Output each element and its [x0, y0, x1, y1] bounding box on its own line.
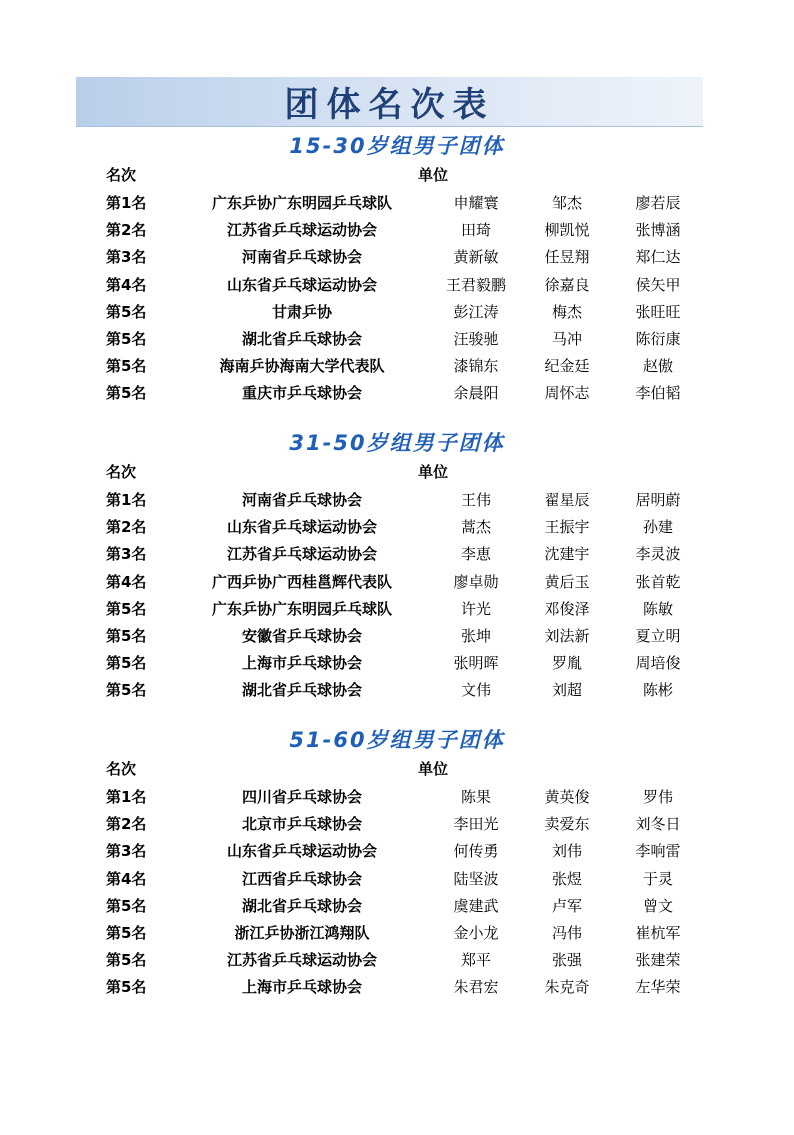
table-row	[0, 571, 794, 598]
player-cell: 金小龙	[453, 924, 499, 942]
player-cell: 翟星辰	[544, 491, 590, 509]
player-cell: 卢军	[551, 896, 582, 915]
rank-cell: 第5名	[106, 924, 147, 942]
player-cell: 陈彬	[642, 681, 673, 700]
player-cell: 张强	[551, 951, 582, 970]
unit-cell: 上海市乒乓球协会	[241, 654, 362, 673]
player-cell: 田琦	[460, 221, 491, 240]
player-cell: 陈衍康	[635, 330, 681, 348]
rank-cell: 第5名	[106, 627, 147, 645]
unit-cell: 广东乒协广东明园乒乓球队	[211, 194, 392, 212]
player-cell: 罗伟	[642, 788, 673, 806]
player-cell: 黄英俊	[544, 788, 590, 806]
rank-cell: 第5名	[106, 681, 147, 700]
section-title: 51-60岁组男子团体	[289, 728, 505, 752]
player-cell: 曾文	[642, 896, 673, 915]
player-cell: 邓俊泽	[544, 599, 590, 618]
player-cell: 黄新敏	[453, 248, 499, 267]
unit-cell: 江苏省乒乓球运动协会	[226, 951, 377, 970]
player-cell: 张坤	[460, 627, 491, 645]
rank-cell: 第2名	[106, 815, 147, 834]
rank-cell: 第4名	[106, 572, 147, 591]
unit-cell: 安徽省乒乓球协会	[241, 627, 362, 645]
table-row	[0, 868, 794, 895]
table-row	[0, 489, 794, 516]
player-cell: 邹杰	[551, 194, 582, 212]
table-row	[0, 598, 794, 625]
unit-cell: 江西省乒乓球协会	[241, 869, 362, 888]
header-rank: 名次	[106, 463, 137, 481]
player-cell: 马冲	[551, 330, 582, 348]
unit-cell: 河南省乒乓球协会	[241, 248, 362, 267]
table-row	[0, 328, 794, 355]
page-title: 团体名次表	[284, 85, 495, 125]
player-cell: 李灵波	[635, 545, 681, 564]
table-row	[0, 625, 794, 652]
player-cell: 徐嘉良	[544, 275, 590, 294]
player-cell: 文伟	[460, 681, 491, 700]
unit-cell: 河南省乒乓球协会	[241, 491, 362, 509]
player-cell: 张明晖	[453, 654, 499, 673]
rank-cell: 第4名	[106, 869, 147, 888]
unit-cell: 湖北省乒乓球协会	[241, 681, 362, 700]
player-cell: 何传勇	[453, 842, 499, 861]
player-cell: 廖若辰	[635, 194, 681, 212]
player-cell: 郑平	[460, 951, 491, 970]
unit-cell: 山东省乒乓球运动协会	[226, 275, 377, 294]
table-row	[0, 976, 794, 1003]
unit-cell: 湖北省乒乓球协会	[241, 896, 362, 915]
table-row	[0, 382, 794, 409]
player-cell: 冯伟	[551, 924, 582, 942]
rank-cell: 第3名	[106, 545, 147, 564]
rank-cell: 第5名	[106, 357, 147, 376]
player-cell: 王振宇	[544, 518, 590, 537]
player-cell: 许光	[460, 599, 491, 618]
player-cell: 郑仁达	[635, 248, 681, 267]
player-cell: 赵傲	[642, 357, 673, 376]
player-cell: 廖卓勋	[453, 572, 499, 591]
player-cell: 余晨阳	[453, 384, 499, 403]
player-cell: 漆锦东	[453, 357, 499, 376]
player-cell: 周培俊	[635, 654, 681, 673]
rank-cell: 第3名	[106, 842, 147, 861]
header-rank: 名次	[106, 166, 137, 184]
player-cell: 夏立明	[635, 627, 681, 645]
unit-cell: 北京市乒乓球协会	[241, 815, 362, 834]
rank-cell: 第1名	[106, 194, 147, 212]
player-cell: 周怀志	[544, 384, 590, 403]
player-cell: 王伟	[460, 491, 491, 509]
player-cell: 崔杭军	[635, 924, 681, 942]
header-unit: 单位	[418, 760, 449, 778]
rank-cell: 第1名	[106, 788, 147, 806]
table-row	[0, 786, 794, 813]
unit-cell: 广西乒协广西桂邕辉代表队	[211, 572, 392, 591]
table-row	[0, 840, 794, 867]
table-row	[0, 219, 794, 246]
section-title: 31-50岁组男子团体	[289, 431, 505, 455]
player-cell: 王君毅鹏	[445, 275, 506, 294]
rank-cell: 第1名	[106, 491, 147, 509]
unit-cell: 海南乒协海南大学代表队	[219, 357, 385, 376]
player-cell: 罗胤	[551, 654, 582, 673]
player-cell: 陆坚波	[453, 869, 499, 888]
rank-cell: 第5名	[106, 384, 147, 403]
rank-cell: 第5名	[106, 599, 147, 618]
table-row	[0, 192, 794, 219]
player-cell: 任昱翔	[544, 248, 590, 267]
unit-cell: 江苏省乒乓球运动协会	[226, 221, 377, 240]
player-cell: 汪骏驰	[453, 330, 499, 348]
player-cell: 梅杰	[551, 302, 582, 321]
player-cell: 刘超	[551, 681, 582, 700]
unit-cell: 山东省乒乓球运动协会	[226, 842, 377, 861]
table-row	[0, 949, 794, 976]
player-cell: 蒿杰	[460, 518, 491, 537]
player-cell: 张旺旺	[635, 302, 681, 321]
table-row	[0, 679, 794, 706]
player-cell: 刘伟	[551, 842, 582, 861]
player-cell: 于灵	[642, 869, 673, 888]
unit-cell: 山东省乒乓球运动协会	[226, 518, 377, 537]
unit-cell: 四川省乒乓球协会	[241, 788, 362, 806]
table-row	[0, 301, 794, 328]
player-cell: 柳凯悦	[544, 221, 590, 240]
header-unit: 单位	[418, 166, 449, 184]
player-cell: 刘冬日	[635, 815, 681, 834]
rank-cell: 第5名	[106, 654, 147, 673]
player-cell: 朱克奇	[544, 978, 590, 997]
section-title: 15-30岁组男子团体	[289, 134, 505, 158]
player-cell: 侯矢甲	[635, 275, 681, 294]
table-row	[0, 543, 794, 570]
player-cell: 李恵	[460, 545, 491, 564]
player-cell: 彭江涛	[453, 302, 499, 321]
rank-cell: 第5名	[106, 951, 147, 970]
player-cell: 纪金廷	[544, 357, 590, 376]
player-cell: 李伯韬	[635, 384, 681, 403]
player-cell: 孙建	[642, 518, 673, 537]
player-cell: 李响雷	[635, 842, 681, 861]
player-cell: 张博涵	[635, 221, 681, 240]
table-row	[0, 516, 794, 543]
table-row	[0, 355, 794, 382]
player-cell: 朱君宏	[453, 978, 499, 997]
header-unit: 单位	[418, 463, 449, 481]
player-cell: 申耀寰	[453, 194, 499, 212]
unit-cell: 上海市乒乓球协会	[241, 978, 362, 997]
table-row	[0, 652, 794, 679]
page-title-banner	[76, 77, 703, 127]
player-cell: 居明蔚	[635, 491, 681, 509]
unit-cell: 江苏省乒乓球运动协会	[226, 545, 377, 564]
rank-cell: 第5名	[106, 302, 147, 321]
unit-cell: 广东乒协广东明园乒乓球队	[211, 599, 392, 618]
player-cell: 刘法新	[544, 627, 590, 645]
player-cell: 黄后玉	[544, 572, 590, 591]
player-cell: 陈敏	[642, 599, 673, 618]
player-cell: 左华荣	[635, 978, 681, 997]
player-cell: 张首乾	[635, 572, 681, 591]
rank-cell: 第5名	[106, 330, 147, 348]
player-cell: 虞建武	[453, 896, 499, 915]
player-cell: 李田光	[453, 815, 499, 834]
table-row	[0, 813, 794, 840]
table-row	[0, 895, 794, 922]
player-cell: 卖爱东	[544, 815, 590, 834]
unit-cell: 甘肃乒协	[271, 302, 332, 321]
rank-cell: 第2名	[106, 518, 147, 537]
rank-cell: 第2名	[106, 221, 147, 240]
rank-cell: 第3名	[106, 248, 147, 267]
player-cell: 张建荣	[635, 951, 681, 970]
unit-cell: 浙江乒协浙江鸿翔队	[234, 924, 370, 942]
unit-cell: 湖北省乒乓球协会	[241, 330, 362, 348]
table-row	[0, 274, 794, 301]
rank-cell: 第5名	[106, 896, 147, 915]
table-row	[0, 246, 794, 273]
rank-cell: 第5名	[106, 978, 147, 997]
unit-cell: 重庆市乒乓球协会	[241, 384, 362, 403]
player-cell: 陈果	[460, 788, 491, 806]
header-rank: 名次	[106, 760, 137, 778]
player-cell: 沈建宇	[544, 545, 590, 564]
rank-cell: 第4名	[106, 275, 147, 294]
player-cell: 张煜	[551, 869, 582, 888]
table-row	[0, 922, 794, 949]
